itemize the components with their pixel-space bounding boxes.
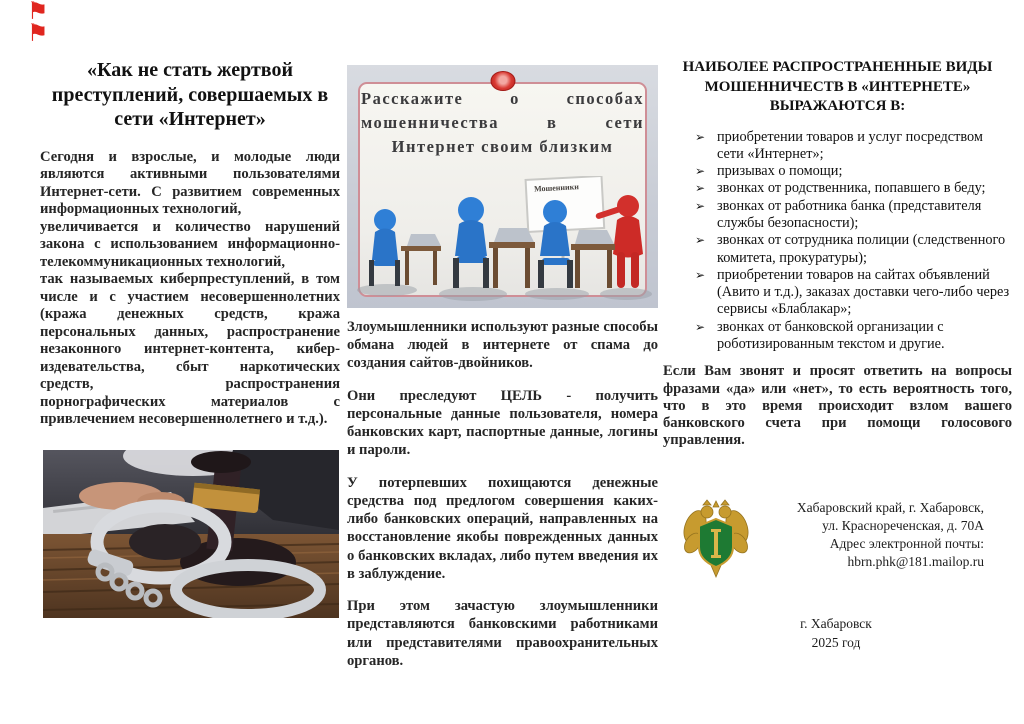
red-flag-marks [27, 0, 49, 47]
list-item [695, 180, 1012, 197]
right-column [663, 58, 1012, 652]
handcuffs-gavel-laptop-photo [43, 450, 339, 618]
red-flag-icon: ⚑ [27, 19, 49, 47]
classroom-illustration [349, 176, 656, 304]
contact-line: ул. Краснореченская, д. 70А [822, 518, 984, 534]
middle-column [347, 65, 658, 684]
fraud-goal-paragraph: Они преследуют ЦЕЛЬ - получить персональные данные пользователя, номера банковских карт, паспортные данные, логины и пароли. [347, 387, 658, 459]
photo-illustration [43, 450, 339, 618]
contact-line: Хабаровский край, г. Хабаровск, [796, 500, 984, 516]
list-item [695, 232, 1012, 267]
arrow-bullet-icon: ➢ [695, 164, 706, 179]
impersonation-paragraph: При этом зачастую злоумышленники представляются банковскими работниками или представителями правоохранительных органов. [347, 598, 658, 669]
list-item-text: звонках от работника банка (представителя службы безопасности); [717, 197, 982, 231]
prosecutor-eagle-emblem [683, 499, 749, 579]
arrow-bullet-icon: ➢ [695, 319, 706, 334]
list-item [695, 319, 1012, 354]
board-text: Мошенники [533, 182, 580, 194]
middle-paragraphs [347, 318, 658, 670]
list-item [695, 267, 1012, 319]
intro-paragraph-2: увеличивается и количество нарушений закона с использованием информационно-телекоммуникационных технологий, [40, 218, 340, 270]
list-item-text: звонках от сотрудника полиции (следственного комитета, прокуратуры); [717, 232, 1006, 266]
contact-line: Адрес электронной почты: [829, 536, 984, 552]
list-item-text: приобретении товаров и услуг посредством сети «Интернет»; [717, 128, 983, 162]
intro-paragraph-1: Сегодня и взрослые, и молодые люди являются активными пользователями Интернет-сети. С развитием современных информационных технологий, [40, 148, 340, 218]
list-item [695, 198, 1012, 233]
leaflet-title: «Как не стать жертвой преступлений, совершаемых в сети «Интернет» [51, 59, 329, 131]
fraud-methods-paragraph: Злоумышленники используют разные способы обмана людей в интернете от спама до создания сайтов-двойников. [347, 319, 658, 372]
contact-email: hbrn.phk@181.mailop.ru [847, 554, 984, 570]
footer-block [781, 615, 891, 651]
intro-paragraph-3: так называемых киберпреступлений, в том числе и с участием несовершеннолетних (кража денежных средств, кража персональных данных, распространение незаконного интернет-контента, кибер-издевательства, сбыт наркотических средств, распространения порнографических материалов с привлечением несовершеннолетнего и т.д.). [40, 271, 340, 428]
fraud-types-heading: НАИБОЛЕЕ РАСПРОСТРАНЕННЫЕ ВИДЫ МОШЕННИЧЕСТВ В «ИНТЕРНЕТЕ» ВЫРАЖАЮТСЯ В: [682, 59, 993, 114]
footer-year: 2025 год [811, 634, 861, 650]
red-flag-icon: ⚑ [27, 0, 49, 25]
left-column [40, 58, 340, 429]
awareness-poster [347, 65, 658, 308]
classroom-figures [349, 176, 656, 304]
list-item-text: звонках от родственника, попавшего в беду; [717, 180, 986, 197]
arrow-bullet-icon: ➢ [695, 181, 706, 196]
list-item [695, 163, 1012, 180]
organization-block [663, 499, 1012, 579]
voice-hack-warning: Если Вам звонят и просят ответить на вопросы фразами «да» или «нет», то есть вероятность того, что в это время происходит взлом вашего банковского счета при помощи голосового управления. [663, 363, 1012, 449]
arrow-bullet-icon: ➢ [695, 129, 706, 144]
arrow-bullet-icon: ➢ [695, 267, 706, 282]
list-item [695, 129, 1012, 164]
contact-block [749, 499, 1012, 571]
list-item-text: приобретении товаров на сайтах объявлений (Авито и т.д.), заказах доставки чего-либо через сервисы «Блаблакар»; [717, 266, 1010, 318]
list-item-text: призывах о помощи; [717, 163, 843, 180]
arrow-bullet-icon: ➢ [695, 198, 706, 213]
arrow-bullet-icon: ➢ [695, 233, 706, 248]
list-item-text: звонках от банковской организации с роботизированным текстом и другие. [717, 318, 945, 353]
victims-paragraph: У потерпевших похищаются денежные средства под предлогом совершения каких-либо банковских операций, направленных на восстановление якобы поврежденных данных о банковских вкладах, либо путем введения их в заблуждение. [347, 474, 658, 582]
footer-city: г. Хабаровск [800, 616, 872, 632]
fraud-types-list [663, 129, 1012, 354]
poster-caption: Расскажите о способах мошенничества в сети Интернет своим близким [361, 89, 644, 156]
